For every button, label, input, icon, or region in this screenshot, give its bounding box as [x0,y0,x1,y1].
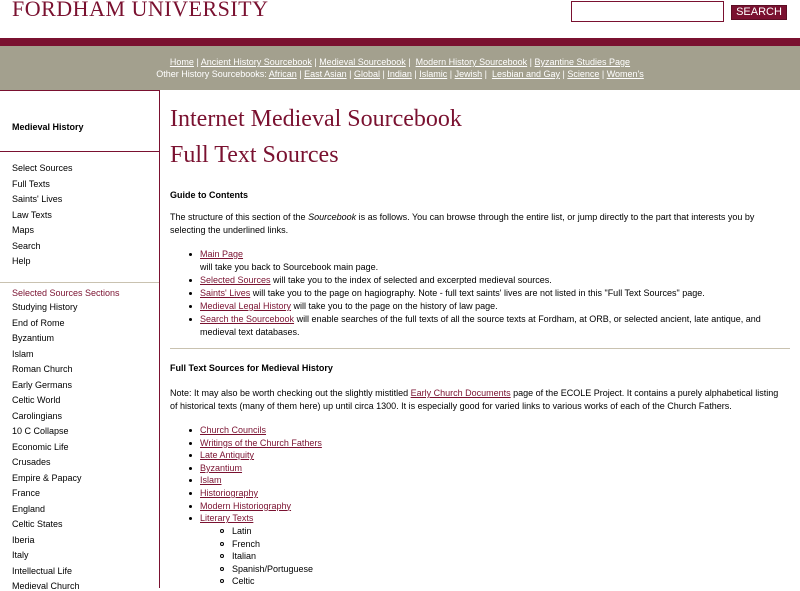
sublist-item: Celtic [170,575,790,588]
sidebar-item-england[interactable]: England [12,503,46,514]
guide-intro-text: The structure of this section of the [170,212,309,222]
list-item [170,274,790,287]
link-byzantium[interactable]: Byzantium [200,462,243,473]
sidebar-item-search[interactable]: Search [12,240,41,251]
link-historiography[interactable]: Historiography [200,487,259,498]
list-item [170,437,790,450]
sidebar-item-iberia[interactable]: Iberia [12,534,35,545]
sidebar-item-studying-history[interactable]: Studying History [12,302,78,312]
topic-list [170,424,790,525]
list-item [170,287,790,300]
list-item [170,487,790,500]
sidebar-title-divider [0,151,159,152]
list-item [170,300,790,313]
nav-link-home[interactable]: Home [169,57,194,67]
sidebar-item-saints-lives[interactable]: Saints' Lives [12,194,63,204]
sidebar-item-medieval-church[interactable]: Medieval Church [12,581,80,591]
nav-row-secondary: Other History Sourcebooks: African | East Asian | Global | Indian | Islamic | Jewish | Lesbian and Gay | Science | Women's [156,69,644,79]
page-subtitle: Full Text Sources [170,142,339,168]
sidebar-item-full-texts[interactable]: Full Texts [12,178,50,189]
sidebar-item-italy[interactable]: Italy [12,550,29,560]
nav-link-medieval[interactable]: Medieval Sourcebook [319,57,406,67]
sidebar-item-byzantium[interactable]: Byzantium [12,333,55,343]
list-item-text: will take you to the page on hagiography. Note - full text saints' lives are not listed in this "Full Text Sources" page. [250,288,705,298]
sidebar-item-economic-life[interactable]: Economic Life [12,441,69,452]
list-item [170,313,790,339]
guide-title: Guide to Contents [170,190,248,200]
search-input[interactable] [571,1,724,22]
nav-link-lesbian-gay[interactable]: Lesbian and Gay [491,69,560,79]
search-button[interactable]: SEARCH [731,5,787,20]
page-title: Internet Medieval Sourcebook [170,106,462,132]
link-islam[interactable]: Islam [200,475,222,486]
nav-link-global[interactable]: Global [353,69,380,79]
sidebar-top-divider [0,90,159,91]
sidebar-item-law-texts[interactable]: Law Texts [12,209,52,220]
note-paragraph [170,387,785,413]
nav-link-islamic[interactable]: Islamic [419,69,448,79]
list-item [170,248,790,274]
section-divider [170,348,790,349]
link-literary-texts[interactable]: Literary Texts [200,513,254,524]
list-item [170,449,790,462]
sidebar-item-islam[interactable]: Islam [12,348,34,359]
sidebar-item-celtic-states[interactable]: Celtic States [12,519,63,529]
nav-link-jewish[interactable]: Jewish [454,69,483,79]
link-modern-historiography[interactable]: Modern Historiography [200,500,292,511]
link-late-antiquity[interactable]: Late Antiquity [200,450,255,461]
guide-list [170,248,790,339]
link-main-page[interactable]: Main Page [200,249,244,259]
link-early-church-documents[interactable]: Early Church Documents [410,388,511,398]
note-text-2: page of the ECOLE Project. It contains a purely alphabetical listing of historical texts (many of them here) up until circa 1300. It is especially good for varied links to various works of each of the Church Fathers. [170,388,779,411]
top-header [0,0,800,38]
nav-bar [0,46,800,90]
sidebar-item-france[interactable]: France [12,488,41,498]
sidebar-item-empire-papacy[interactable]: Empire & Papacy [12,472,82,483]
list-item-text: will take you back to Sourcebook main page. [200,262,379,272]
sidebar-item-select-sources[interactable]: Select Sources [12,163,73,173]
sidebar-item-carolingians[interactable]: Carolingians [12,410,63,421]
fulltext-title: Full Text Sources for Medieval History [170,363,333,373]
nav-link-modern[interactable]: Modern History Sourcebook [415,57,528,67]
sidebar [0,90,160,591]
sublist-item: Italian [170,550,790,563]
sidebar-item-intellectual-life[interactable]: Intellectual Life [12,565,73,576]
literary-sublist [170,525,790,588]
nav-link-science[interactable]: Science [567,69,600,79]
list-item [170,500,790,513]
sidebar-item-10c-collapse[interactable]: 10 C Collapse [12,426,69,436]
list-item [170,512,790,525]
guide-intro-text-2: is as follows. You can browse through the entire list, or jump directly to the part that interests you by selecting the underlined links. [170,212,755,235]
link-search-sourcebook[interactable]: Search the Sourcebook [200,314,295,324]
sidebar-item-crusades[interactable]: Crusades [12,457,51,467]
sidebar-item-maps[interactable]: Maps [12,225,35,235]
nav-link-african[interactable]: African [268,69,297,79]
nav-row-primary: Home | Ancient History Sourcebook | Medieval Sourcebook | Modern History Sourcebook | Byzantine Studies Page [169,57,631,67]
link-church-fathers[interactable]: Writings of the Church Fathers [200,437,322,448]
link-legal-history[interactable]: Medieval Legal History [200,301,292,311]
note-text: Note: It may also be worth checking out the slightly mistitled [170,388,411,398]
nav-link-ancient[interactable]: Ancient History Sourcebook [200,57,312,67]
guide-intro-emphasis: Sourcebook [308,212,357,222]
list-item-text: will enable searches of the full texts of all the source texts at Fordham, at ORB, or selected ancient, late antique, and medieval text databases. [200,314,761,337]
nav-link-byzantine[interactable]: Byzantine Studies Page [534,57,631,67]
link-saints-lives[interactable]: Saints' Lives [200,288,251,298]
link-church-councils[interactable]: Church Councils [200,425,267,435]
nav-link-indian[interactable]: Indian [387,69,412,79]
sidebar-item-help[interactable]: Help [12,256,31,266]
header-divider-band [0,38,800,46]
list-item [170,462,790,475]
sidebar-title: Medieval History [12,122,84,132]
list-item [170,474,790,487]
link-selected-sources[interactable]: Selected Sources [200,275,271,285]
guide-intro [170,211,785,237]
sidebar-item-early-germans[interactable]: Early Germans [12,379,73,390]
list-item-text: will take you to the page on the history of law page. [291,301,498,311]
list-item [170,424,790,437]
sidebar-section-title: Selected Sources Sections [12,288,120,298]
fordham-logo[interactable]: FORDHAM UNIVERSITY [12,0,269,21]
sublist-item: French [170,538,790,551]
sidebar-item-roman-church[interactable]: Roman Church [12,364,73,374]
sublist-item: Latin [170,525,790,538]
nav-link-womens[interactable]: Women's [606,69,644,79]
sidebar-item-celtic-world[interactable]: Celtic World [12,395,61,405]
nav-other-label: Other History Sourcebooks: [156,69,267,79]
list-item-text: will take you to the index of selected and excerpted medieval sources. [270,275,552,285]
sidebar-item-end-of-rome[interactable]: End of Rome [12,317,65,328]
sidebar-section-divider [0,282,159,283]
nav-link-east-asian[interactable]: East Asian [304,69,347,79]
sublist-item: Spanish/Portuguese [170,563,790,576]
